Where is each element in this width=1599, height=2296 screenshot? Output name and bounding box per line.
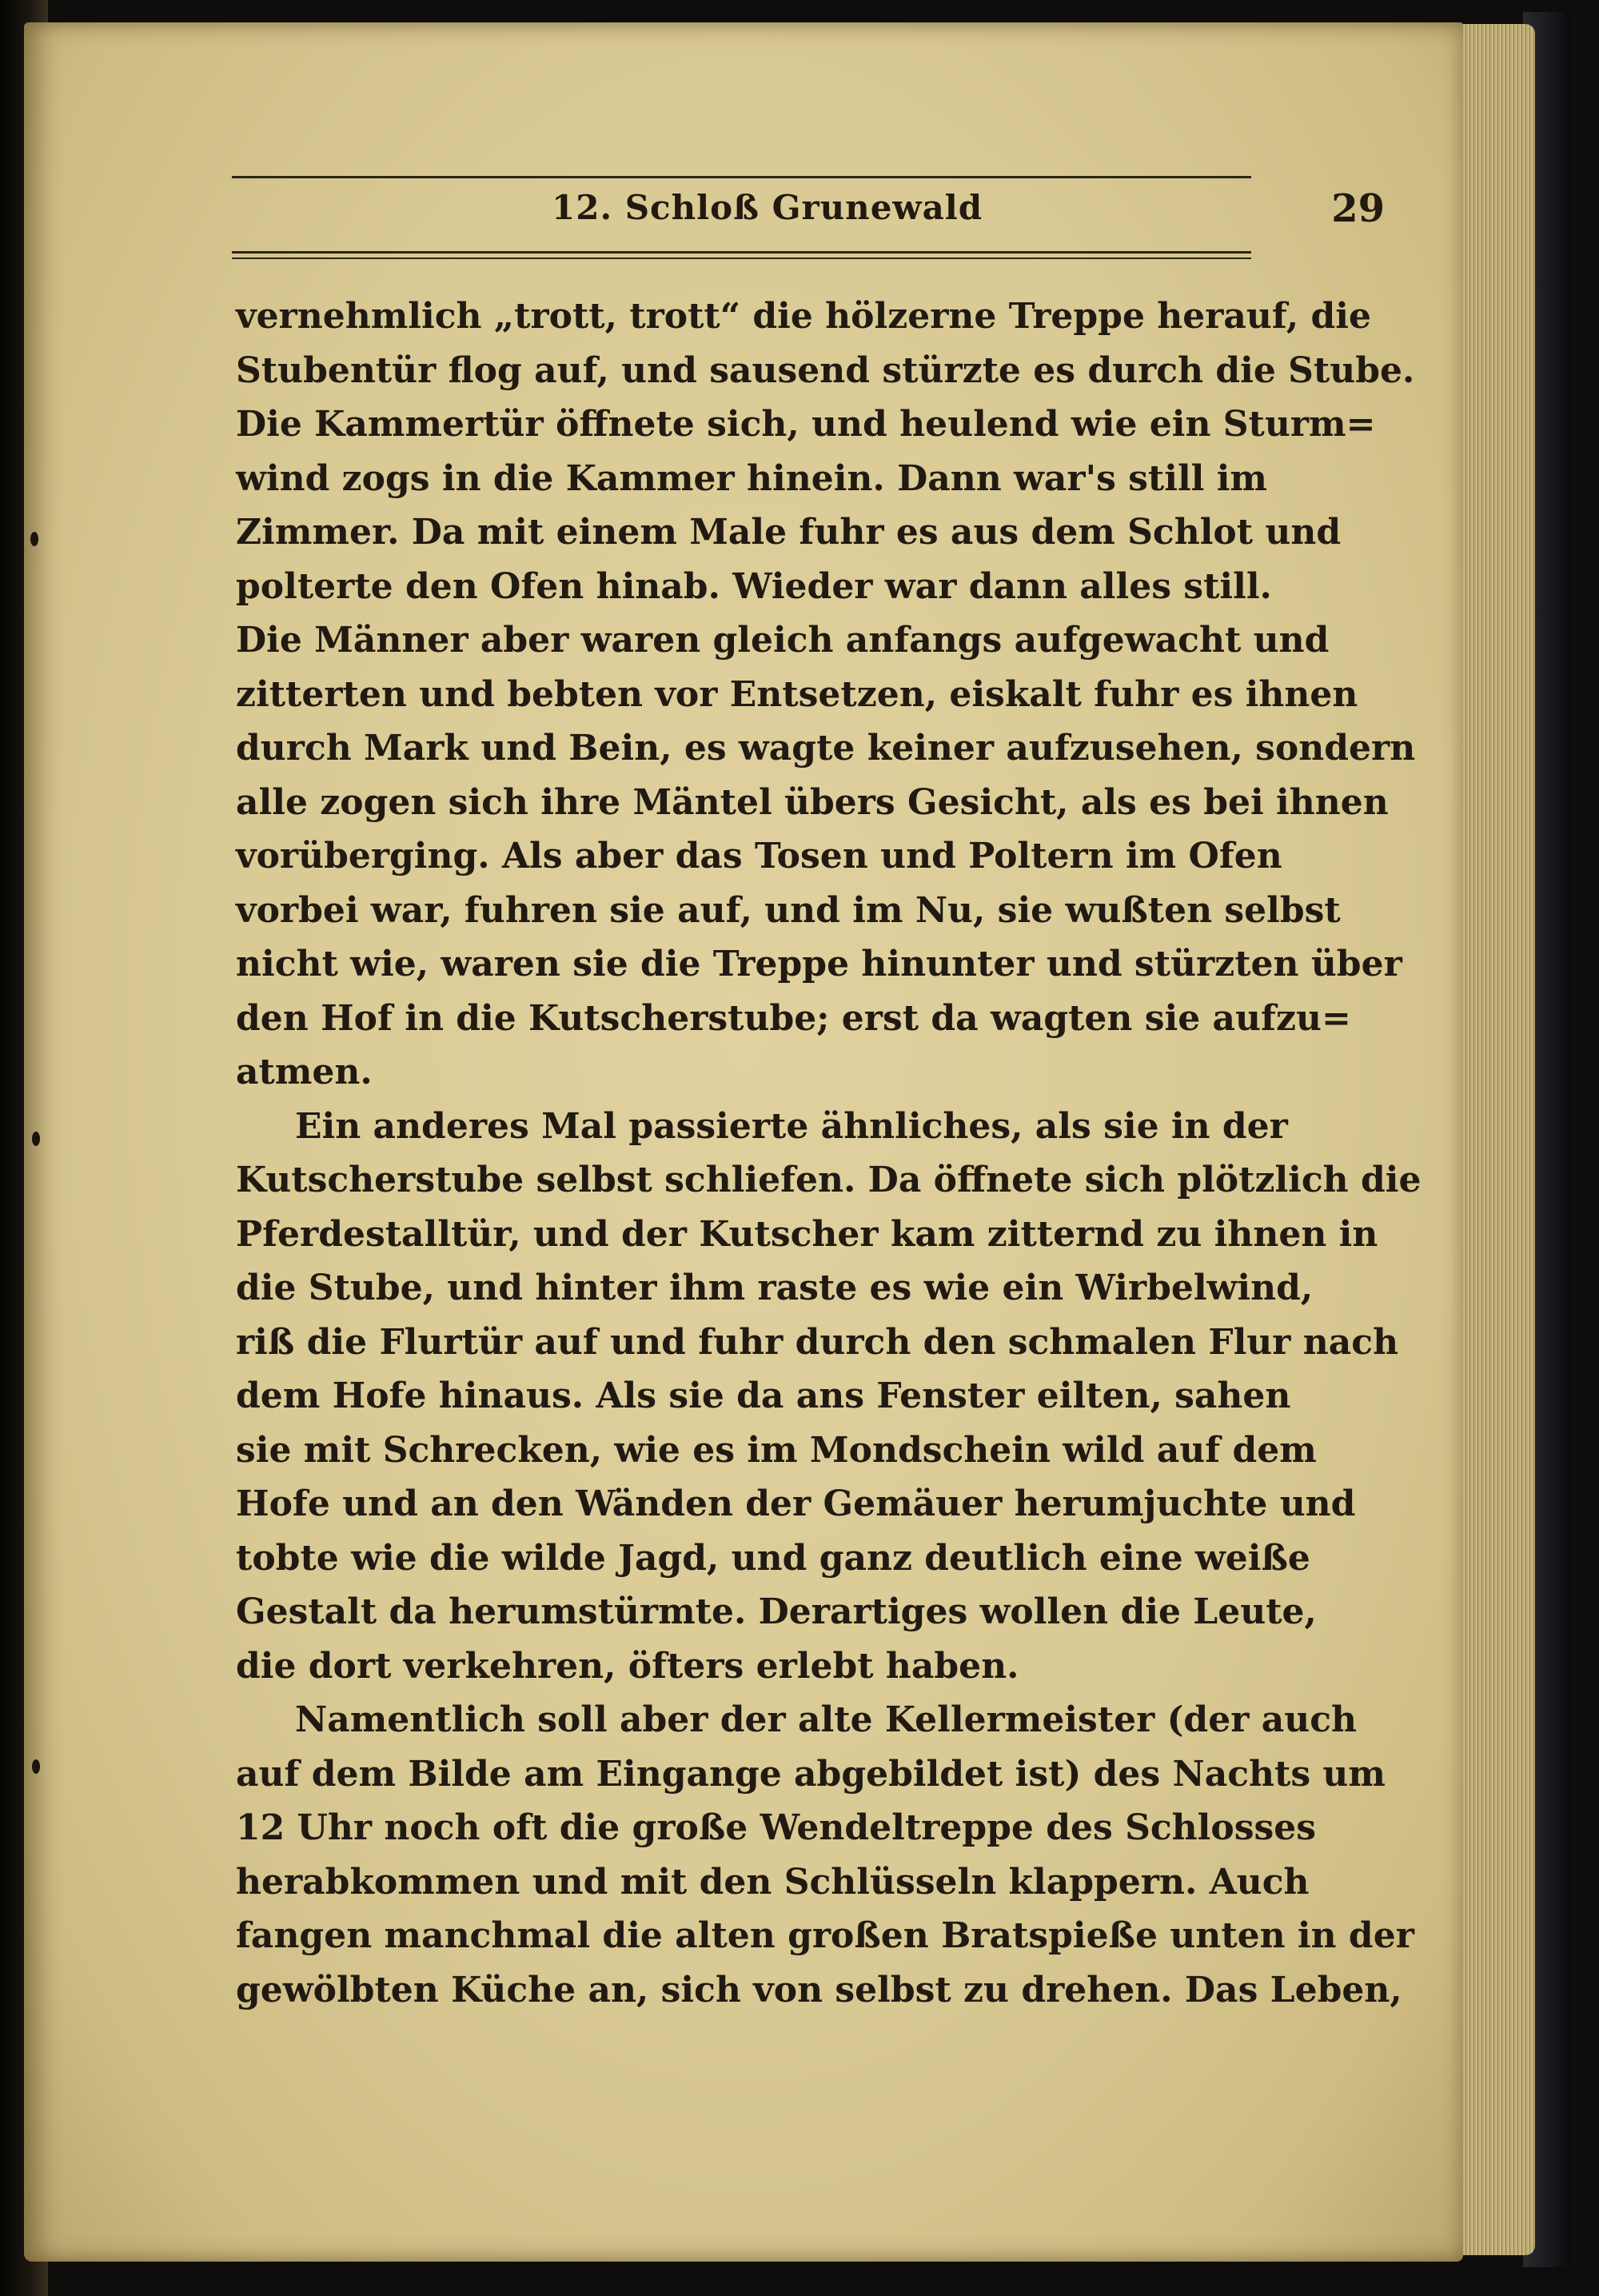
text-line: herabkommen und mit den Schlüsseln klappern. Auch bbox=[236, 1861, 1310, 1903]
text-line: Hofe und an den Wänden der Gemäuer herumjuchte und bbox=[236, 1483, 1356, 1524]
text-line: vorüberging. Als aber das Tosen und Poltern im Ofen bbox=[236, 836, 1282, 876]
text-line: polterte den Ofen hinab. Wieder war dann alles still. bbox=[236, 565, 1272, 607]
paragraph-1 bbox=[236, 289, 1416, 1100]
text-line: Zimmer. Da mit einem Male fuhr es aus dem Schlot und bbox=[236, 512, 1342, 553]
page-number: 29 bbox=[1331, 186, 1385, 231]
text-line: die dort verkehren, öfters erlebt haben. bbox=[236, 1645, 1019, 1687]
text-line: zitterten und bebten vor Entsetzen, eiskalt fuhr es ihnen bbox=[236, 673, 1358, 715]
body-text bbox=[236, 289, 1422, 2017]
text-line: Die Kammertür öffnete sich, und heulend wie ein Sturm= bbox=[236, 404, 1376, 445]
text-line: fangen manchmal die alten großen Bratspieße unten in der bbox=[236, 1915, 1414, 1956]
text-line: Stubentür flog auf, und sausend stürzte es durch die Stube. bbox=[236, 349, 1415, 391]
text-line: Namentlich soll aber der alte Kellermeister (der auch bbox=[295, 1699, 1357, 1740]
text-line: gewölbten Küche an, sich von selbst zu drehen. Das Leben, bbox=[236, 1969, 1402, 2010]
paragraph-3 bbox=[236, 1693, 1414, 2017]
text-line: den Hof in die Kutscherstube; erst da wagten sie aufzu= bbox=[236, 997, 1351, 1039]
text-line: vorbei war, fuhren sie auf, und im Nu, sie wußten selbst bbox=[236, 889, 1341, 931]
binding-mark bbox=[30, 532, 38, 546]
text-line: nicht wie, waren sie die Treppe hinunter und stürzten über bbox=[236, 944, 1402, 984]
binding-mark bbox=[32, 1132, 40, 1146]
text-line: 12 Uhr noch oft die große Wendeltreppe des Schlosses bbox=[236, 1807, 1317, 1848]
text-line: riß die Flurtür auf und fuhr durch den schmalen Flur nach bbox=[236, 1321, 1399, 1363]
text-line: wind zogs in die Kammer hinein. Dann war's still im bbox=[236, 457, 1267, 499]
text-line: durch Mark und Bein, es wagte keiner aufzusehen, sondern bbox=[236, 728, 1416, 769]
text-line: vernehmlich „trott, trott“ die hölzerne Treppe herauf, die bbox=[236, 296, 1371, 337]
text-line: sie mit Schrecken, wie es im Mondschein wild auf dem bbox=[236, 1429, 1317, 1471]
text-line: dem Hofe hinaus. Als sie da ans Fenster eilten, sahen bbox=[236, 1376, 1291, 1416]
text-line: tobte wie die wilde Jagd, und ganz deutlich eine weiße bbox=[236, 1537, 1310, 1579]
text-line: atmen. bbox=[236, 1052, 373, 1092]
running-head-title: 12. Schloß Grunewald bbox=[552, 188, 983, 227]
text-line: die Stube, und hinter ihm raste es wie ein Wirbelwind, bbox=[236, 1268, 1314, 1308]
text-line: Kutscherstube selbst schliefen. Da öffnete sich plötzlich die bbox=[236, 1160, 1422, 1200]
text-line: alle zogen sich ihre Mäntel übers Gesicht, als es bei ihnen bbox=[236, 781, 1389, 823]
text-line: Ein anderes Mal passierte ähnliches, als sie in der bbox=[295, 1105, 1288, 1147]
paragraph-2 bbox=[236, 1100, 1422, 1694]
text-line: Pferdestalltür, und der Kutscher kam zitternd zu ihnen in bbox=[236, 1213, 1378, 1255]
header-rule-bottom bbox=[232, 251, 1251, 254]
header-rule-bottom-thin bbox=[232, 258, 1251, 259]
text-line: Die Männer aber waren gleich anfangs aufgewacht und bbox=[236, 620, 1330, 661]
text-line: Gestalt da herumstürmte. Derartiges wollen die Leute, bbox=[236, 1591, 1317, 1632]
header-rule-top bbox=[232, 176, 1251, 178]
binding-mark bbox=[32, 1759, 40, 1774]
text-line: auf dem Bilde am Eingange abgebildet ist) des Nachts um bbox=[236, 1753, 1386, 1795]
